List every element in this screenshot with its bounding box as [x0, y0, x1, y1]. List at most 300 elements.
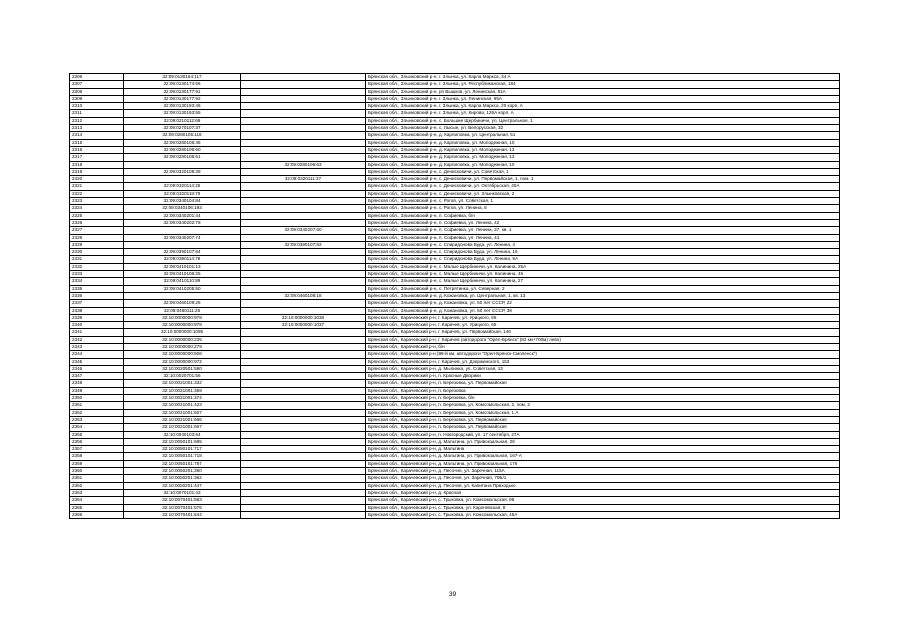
table-row — [70, 205, 840, 212]
address-cell: Брянская обл., Злынковский р-н, п. Софиевка, б/н — [366, 212, 840, 219]
address-cell: Брянская обл., Злынковский р-н, д. Кожановка, ул. Центральная, 1, кв. 13 — [366, 292, 840, 299]
row-number-cell: 2361 — [70, 475, 124, 482]
address-cell: Брянская обл., Карачевский р-н, г. Карачев, ул. Урицкого, 65 — [366, 322, 840, 329]
address-cell: Брянская обл., Карачевский р-н, д. Мальтина — [366, 446, 840, 453]
table-row — [70, 482, 840, 489]
cadastral-number-cell: 32:10:0020501:580 — [124, 365, 241, 372]
table-row — [70, 416, 840, 423]
row-number-cell: 2357 — [70, 446, 124, 453]
address-cell: Брянская обл., Карачевский р-н, п. Березовка, ул. Первомайская — [366, 416, 840, 423]
cadastral-number-cell: 32:10:0000000:978 — [124, 314, 241, 321]
row-number-cell: 2351 — [70, 402, 124, 409]
table-row — [70, 263, 840, 270]
address-cell: Брянская обл., Злынковский р-н, с. Большие Щербиничи, ул. Центральная, 1 — [366, 117, 840, 124]
address-cell: Брянская обл., Карачевский р-н, п. Березовка, ул. Первомайская — [366, 424, 840, 431]
row-number-cell: 2328 — [70, 234, 124, 241]
table-row — [70, 161, 840, 168]
building-number-cell — [241, 336, 366, 343]
address-cell: Брянская обл., Злынковский р-н, г. Злынка, ул. Ленинская, 95А — [366, 95, 840, 102]
building-number-cell: 32:09:0390107:82 — [241, 241, 366, 248]
cadastral-number-cell: 32:09:0130177:91 — [124, 88, 241, 95]
building-number-cell — [241, 278, 366, 285]
row-number-cell: 2331 — [70, 256, 124, 263]
table-row — [70, 475, 840, 482]
building-number-cell — [241, 475, 366, 482]
row-number-cell: 2329 — [70, 241, 124, 248]
address-cell: Брянская обл., Злынковский р-н, с. Денисковичи, ул. Советская, 1 — [366, 168, 840, 175]
row-number-cell: 2317 — [70, 154, 124, 161]
building-number-cell — [241, 424, 366, 431]
address-cell: Брянская обл., Злынковский р-н, с. Лысые, ул. Белорусская, 32 — [366, 125, 840, 132]
row-number-cell: 2320 — [70, 176, 124, 183]
address-cell: Брянская обл., Злынковский р-н, п. Софиевка, ул. Ленина, 37, кв. 1 — [366, 227, 840, 234]
building-number-cell — [241, 329, 366, 336]
row-number-cell: 2311 — [70, 110, 124, 117]
row-number-cell: 2355 — [70, 431, 124, 438]
cadastral-number-cell: 32:09:0410106:25 — [124, 271, 241, 278]
table-row — [70, 300, 840, 307]
row-number-cell: 2364 — [70, 497, 124, 504]
address-cell: Брянская обл., Карачевский р-н, г. Карачев, ул. Дзержинского, 153 — [366, 358, 840, 365]
address-cell: Брянская обл., Карачевский р-н, д. Мальтина, ул. Привокзальная, 176 — [366, 460, 840, 467]
row-number-cell: 2330 — [70, 249, 124, 256]
table-row — [70, 249, 840, 256]
row-number-cell: 2341 — [70, 329, 124, 336]
building-number-cell — [241, 125, 366, 132]
cadastral-number-cell: 32:09:0340201:44 — [124, 212, 241, 219]
address-cell: Брянская обл., Злынковский р-н, с. Рогов, ул. Советская, 1 — [366, 198, 840, 205]
building-number-cell — [241, 511, 366, 518]
building-number-cell — [241, 300, 366, 307]
cadastral-number-cell: 32:09:0390114:78 — [124, 256, 241, 263]
cadastral-number-cell: 32:10:0050201:447 — [124, 482, 241, 489]
building-number-cell — [241, 307, 366, 314]
row-number-cell: 2336 — [70, 292, 124, 299]
row-number-cell: 2349 — [70, 387, 124, 394]
table-row — [70, 183, 840, 190]
building-number-cell — [241, 489, 366, 496]
address-cell: Брянская обл., Злынковский р-н, с. Денисковичи, ул. Октябрьская, 40А — [366, 183, 840, 190]
table-row — [70, 497, 840, 504]
cadastral-number-cell: 32:09:0210112:69 — [124, 117, 241, 124]
building-number-cell — [241, 373, 366, 380]
cadastral-number-cell: 32:09:0280106:60 — [124, 146, 241, 153]
table-row — [70, 154, 840, 161]
building-number-cell — [241, 504, 366, 511]
row-number-cell: 2315 — [70, 139, 124, 146]
row-number-cell: 2309 — [70, 95, 124, 102]
row-number-cell: 2338 — [70, 307, 124, 314]
cadastral-number-cell: 32:10:0070401:644 — [124, 511, 241, 518]
building-number-cell — [241, 146, 366, 153]
building-number-cell: 32:10:0000000:1037 — [241, 322, 366, 329]
address-cell: Брянская обл., Карачевский р-н, п. Березовка, ул. Первомайская — [366, 380, 840, 387]
table-row — [70, 373, 840, 380]
address-cell: Брянская обл., Карачевский р-н, д. Песочня, ул. Капитана Приходько — [366, 482, 840, 489]
cadastral-number-cell: 32:10:0000000:235 — [124, 336, 241, 343]
building-number-cell — [241, 198, 366, 205]
cadastral-number-cell: 32:10:0070401:563 — [124, 497, 241, 504]
cadastral-number-cell: 32:09:0340202:78 — [124, 219, 241, 226]
table-row — [70, 365, 840, 372]
table-row — [70, 212, 840, 219]
building-number-cell — [241, 271, 366, 278]
cadastral-number-cell: 32:10:0021001:607 — [124, 409, 241, 416]
address-cell: Брянская обл., Карачевский р-н, п. Березовка — [366, 387, 840, 394]
building-number-cell — [241, 358, 366, 365]
row-number-cell: 2306 — [70, 74, 124, 81]
row-number-cell: 2365 — [70, 504, 124, 511]
building-number-cell — [241, 212, 366, 219]
row-number-cell: 2352 — [70, 409, 124, 416]
address-cell: Брянская обл., Карачевский р-н, п. Березовка, б/н — [366, 395, 840, 402]
building-number-cell — [241, 183, 366, 190]
table-row — [70, 227, 840, 234]
table-row — [70, 198, 840, 205]
address-cell: Брянская обл., Злынковский р-н, г. Злынка, ул. Карла Маркса, 34 А — [366, 74, 840, 81]
cadastral-number-cell: 32:10:0000000:1095 — [124, 329, 241, 336]
row-number-cell: 2346 — [70, 365, 124, 372]
row-number-cell: 2344 — [70, 351, 124, 358]
building-number-cell — [241, 110, 366, 117]
row-number-cell: 2359 — [70, 460, 124, 467]
address-cell: Брянская обл., Злынковский р-н, д. Карпиловка, ул. Молодежная, 13 — [366, 154, 840, 161]
row-number-cell: 2334 — [70, 278, 124, 285]
table-row — [70, 438, 840, 445]
building-number-cell — [241, 263, 366, 270]
table-row — [70, 358, 840, 365]
cadastral-number-cell: 32:09:0320114:25 — [124, 183, 241, 190]
cadastral-number-cell: 32:09:0270107:37 — [124, 125, 241, 132]
building-number-cell — [241, 402, 366, 409]
row-number-cell: 2318 — [70, 161, 124, 168]
row-number-cell: 2345 — [70, 358, 124, 365]
cadastral-number-cell: 32:10:0050101:685 — [124, 438, 241, 445]
row-number-cell: 2358 — [70, 453, 124, 460]
cadastral-number-cell: 32:09:0280106:61 — [124, 154, 241, 161]
cadastral-number-cell: 32:09:0410205:50 — [124, 285, 241, 292]
table-row — [70, 132, 840, 139]
address-cell: Брянская обл., Карачевский р-н, д. Красная — [366, 489, 840, 496]
address-cell: Брянская обл., Злынковский р-н, с. Спиридонова Буда, ул. Ленина, 4 — [366, 241, 840, 248]
table-row — [70, 343, 840, 350]
table-row — [70, 409, 840, 416]
address-cell: Брянская обл., Злынковский р-н, п. Софиевка, ул. Ленина, 42 — [366, 219, 840, 226]
address-cell: Брянская обл., Карачевский р-н, д. Песочня, ул. Заречная, 70Б/1 — [366, 475, 840, 482]
cadastral-number-cell: 32:10:0000000:978 — [124, 322, 241, 329]
row-number-cell: 2337 — [70, 300, 124, 307]
building-number-cell — [241, 256, 366, 263]
table-row — [70, 285, 840, 292]
building-number-cell — [241, 234, 366, 241]
address-cell: Брянская обл., Карачевский р-н, г. Карачев (автодорога "Орёл-Брянск" (82 км+700м) лево) — [366, 336, 840, 343]
table-row — [70, 511, 840, 518]
row-number-cell: 2363 — [70, 489, 124, 496]
table-body — [70, 74, 840, 519]
row-number-cell: 2348 — [70, 380, 124, 387]
address-cell: Брянская обл., Карачевский р-н, с. Трыковка, ул. Комсомольская, 98 — [366, 497, 840, 504]
building-number-cell: 32:09:0340207:60 — [241, 227, 366, 234]
row-number-cell: 2325 — [70, 212, 124, 219]
address-cell: Брянская обл., Злынковский р-н, с. Денисковичи, ул. Злынковская, 2 — [366, 190, 840, 197]
row-number-cell: 2312 — [70, 117, 124, 124]
address-cell: Брянская обл., Карачевский р-н, г. Карачев, ул. Урицкого, 65 — [366, 314, 840, 321]
address-cell: Брянская обл., Злынковский р-н, г. Злынка, ул. Кирова, 126А корп. А — [366, 110, 840, 117]
address-cell: Брянская обл., Карачевский р-н, д. Мальтина, ул. Привокзальная, 167-А — [366, 453, 840, 460]
cadastral-number-cell: 32:09:0130174:66 — [124, 81, 241, 88]
address-cell: Брянская обл., Злынковский р-н, с. Спиридонова Буда, ул. Ленина, 9А — [366, 256, 840, 263]
cadastral-number-cell: 32:09:0460109:26 — [124, 300, 241, 307]
table-row — [70, 468, 840, 475]
cadastral-number-cell: 32:09:0130177:92 — [124, 95, 241, 102]
table-row — [70, 103, 840, 110]
table-row — [70, 146, 840, 153]
table-row — [70, 322, 840, 329]
table-row — [70, 271, 840, 278]
cadastral-number-cell — [124, 176, 241, 183]
row-number-cell: 2314 — [70, 132, 124, 139]
row-number-cell: 2347 — [70, 373, 124, 380]
cadastral-number-cell: 32:10:0070101:43 — [124, 489, 241, 496]
cadastral-number-cell: 32:09:0130193:55 — [124, 110, 241, 117]
table-row — [70, 139, 840, 146]
table-row — [70, 81, 840, 88]
address-cell: Брянская обл., Злынковский р-н, с. Малые Щербиничи, ул. Калинина, 46 — [366, 271, 840, 278]
building-number-cell — [241, 95, 366, 102]
row-number-cell: 2323 — [70, 198, 124, 205]
building-number-cell — [241, 446, 366, 453]
cadastral-number-cell: 32:09:0340104:84 — [124, 198, 241, 205]
address-cell: Брянская обл., Злынковский р-н, с. Петрятинка, ул. Северная, 2 — [366, 285, 840, 292]
cadastral-number-cell: 32:10:0050201:360 — [124, 468, 241, 475]
building-number-cell — [241, 117, 366, 124]
building-number-cell — [241, 219, 366, 226]
cadastral-number-cell: 32:10:0040103:64 — [124, 431, 241, 438]
address-cell: Брянская обл., Злынковский р-н, с. Денисковичи, ул. Первомайская, 1, пом. 1 — [366, 176, 840, 183]
table-row — [70, 190, 840, 197]
cadastral-number-cell: 32:09:0340207:74 — [124, 234, 241, 241]
row-number-cell: 2313 — [70, 125, 124, 132]
cadastral-number-cell: 32:10:0021001:369 — [124, 387, 241, 394]
row-number-cell: 2316 — [70, 146, 124, 153]
row-number-cell: 2354 — [70, 424, 124, 431]
table-row — [70, 234, 840, 241]
address-cell: Брянская обл., Злынковский р-н, г. Злынка, ул. Республиканская, 184 — [366, 81, 840, 88]
cadastral-number-cell: 32:09:0280106:45 — [124, 139, 241, 146]
table-row — [70, 387, 840, 394]
row-number-cell: 2332 — [70, 263, 124, 270]
address-cell: Брянская обл., Карачевский р-н, б/н — [366, 343, 840, 350]
cadastral-number-cell: 32:10:0020701:56 — [124, 373, 241, 380]
building-number-cell — [241, 190, 366, 197]
table-row — [70, 278, 840, 285]
address-cell: Брянская обл., Злынковский р-н, с. Рогов, ул. Ленина, 8 — [366, 205, 840, 212]
table-row — [70, 219, 840, 226]
table-row — [70, 424, 840, 431]
cadastral-number-cell: 32:10:0050101:717 — [124, 446, 241, 453]
address-cell: Брянская обл., Карачевский р-н, п. Новгородский, ул. 17 сентября, 27А — [366, 431, 840, 438]
address-cell: Брянская обл., Карачевский р-н, п. Березовка, ул. Комсомольская, 1 А — [366, 409, 840, 416]
table-row — [70, 110, 840, 117]
address-cell: Брянская обл., Карачевский р-н, г. Карачев, ул. Первомайская, 146 — [366, 329, 840, 336]
address-cell: Брянская обл., Карачевский р-н, п. Красные Дворики — [366, 373, 840, 380]
row-number-cell: 2362 — [70, 482, 124, 489]
row-number-cell: 2322 — [70, 190, 124, 197]
row-number-cell: 2324 — [70, 205, 124, 212]
page-number: 39 — [448, 591, 457, 598]
table-row — [70, 168, 840, 175]
building-number-cell — [241, 88, 366, 95]
cadastral-table — [69, 73, 840, 519]
cadastral-number-cell: 32:10:0000000:279 — [124, 343, 241, 350]
table-row — [70, 307, 840, 314]
row-number-cell: 2340 — [70, 322, 124, 329]
building-number-cell — [241, 205, 366, 212]
row-number-cell: 2360 — [70, 468, 124, 475]
address-cell: Брянская обл., Злынковский р-н, д. Кожановка, ул. 50 лет СССР, 22 — [366, 300, 840, 307]
cadastral-number-cell: 32:10:0000000:972 — [124, 358, 241, 365]
table-row — [70, 256, 840, 263]
cadastral-number-cell — [124, 227, 241, 234]
row-number-cell: 2356 — [70, 438, 124, 445]
row-number-cell: 2350 — [70, 395, 124, 402]
table-row — [70, 125, 840, 132]
address-cell: Брянская обл., Карачевский р-н, д. Мальтина, ул. Привокзальная, 26 — [366, 438, 840, 445]
address-cell: Брянская обл., Злынковский р-н, д. Карпиловка, ул. Молодежная, 10 — [366, 161, 840, 168]
building-number-cell — [241, 132, 366, 139]
building-number-cell — [241, 139, 366, 146]
building-number-cell — [241, 416, 366, 423]
table-row — [70, 292, 840, 299]
building-number-cell — [241, 249, 366, 256]
building-number-cell — [241, 431, 366, 438]
cadastral-number-cell: 32:10:0050201:362 — [124, 475, 241, 482]
cadastral-number-cell: 32:10:0021001:374 — [124, 395, 241, 402]
building-number-cell — [241, 482, 366, 489]
cadastral-number-cell: 32:10:0021001:332 — [124, 380, 241, 387]
table-row — [70, 504, 840, 511]
address-cell: Брянская обл., Карачевский р-н, д. Мылинка, ул. Советская, 13 — [366, 365, 840, 372]
building-number-cell — [241, 453, 366, 460]
row-number-cell: 2321 — [70, 183, 124, 190]
building-number-cell — [241, 168, 366, 175]
row-number-cell: 2343 — [70, 343, 124, 350]
address-cell: Брянская обл., Карачевский р-н (88-й км. автодороги "Орел-Брянск-Смоленск") — [366, 351, 840, 358]
address-cell: Брянская обл., Злынковский р-н, д. Кожановка, ул. 50 лет СССР, 39 — [366, 307, 840, 314]
cadastral-number-cell: 32:10:0021001:667 — [124, 424, 241, 431]
address-cell: Брянская обл., Злынковский р-н, д. Карпиловка, ул. Центральная, 51 — [366, 132, 840, 139]
address-cell: Брянская обл., Карачевский р-н, д. Песочня, ул. Заречная, 115А — [366, 468, 840, 475]
building-number-cell — [241, 460, 366, 467]
cadastral-number-cell: 32:09:0340106:193 — [124, 205, 241, 212]
building-number-cell — [241, 387, 366, 394]
address-cell: Брянская обл., Злынковский р-н, с. Малые Щербиничи, ул. Калинина, 25А — [366, 263, 840, 270]
building-number-cell — [241, 154, 366, 161]
table-row — [70, 241, 840, 248]
building-number-cell — [241, 103, 366, 110]
row-number-cell: 2339 — [70, 314, 124, 321]
building-number-cell — [241, 74, 366, 81]
table-row — [70, 431, 840, 438]
building-number-cell — [241, 365, 366, 372]
address-cell: Брянская обл., Злынковский р-н, рп Вышков, ул. Ленинская, 81А — [366, 88, 840, 95]
cadastral-number-cell: 32:09:0410101:13 — [124, 263, 241, 270]
address-cell: Брянская обл., Карачевский р-н, п. Березовка, ул. Комсомольская, 2, пом. 2 — [366, 402, 840, 409]
cadastral-number-cell: 32:10:0021001:423 — [124, 402, 241, 409]
cadastral-number-cell — [124, 161, 241, 168]
row-number-cell: 2335 — [70, 285, 124, 292]
table-row — [70, 489, 840, 496]
cadastral-number-cell: 32:09:0410110:89 — [124, 278, 241, 285]
row-number-cell: 2327 — [70, 227, 124, 234]
cadastral-number-cell: 32:10:0070401:576 — [124, 504, 241, 511]
address-cell: Брянская обл., Злынковский р-н, д. Карпиловка, ул. Молодежная, 10 — [366, 139, 840, 146]
row-number-cell: 2319 — [70, 168, 124, 175]
cadastral-number-cell: 32:10:0050101:718 — [124, 453, 241, 460]
table-row — [70, 446, 840, 453]
building-number-cell — [241, 438, 366, 445]
building-number-cell: 32:10:0000000:1036 — [241, 314, 366, 321]
cadastral-number-cell: 32:09:0280105:116 — [124, 132, 241, 139]
table-row — [70, 380, 840, 387]
table-row — [70, 460, 840, 467]
address-cell: Брянская обл., Злынковский р-н, с. Спиридонова Буда, ул. Ленина, 16 — [366, 249, 840, 256]
address-cell: Брянская обл., Злынковский р-н, д. Карпиловка, ул. Молодежная, 13 — [366, 146, 840, 153]
table-row — [70, 88, 840, 95]
table-row — [70, 453, 840, 460]
row-number-cell: 2326 — [70, 219, 124, 226]
table-row — [70, 329, 840, 336]
table-row — [70, 395, 840, 402]
building-number-cell — [241, 409, 366, 416]
cadastral-number-cell: 32:09:0130164:117 — [124, 74, 241, 81]
table-row — [70, 117, 840, 124]
row-number-cell: 2310 — [70, 103, 124, 110]
table-row — [70, 336, 840, 343]
cadastral-number-cell: 32:09:0130193:46 — [124, 103, 241, 110]
building-number-cell: 32:09:0320111:37 — [241, 176, 366, 183]
cadastral-number-cell: 32:09:0460111:26 — [124, 307, 241, 314]
building-number-cell: 32:09:0460108:18 — [241, 292, 366, 299]
building-number-cell — [241, 497, 366, 504]
address-cell: Брянская обл., Злынковский р-н, г. Злынка, ул. Карла Маркса, 20 корп. А — [366, 103, 840, 110]
table-row — [70, 314, 840, 321]
address-cell: Брянская обл., Злынковский р-н, п. Софиевка, ул. Ленина, 41 — [366, 234, 840, 241]
cadastral-number-cell: 32:09:0320118:79 — [124, 190, 241, 197]
building-number-cell — [241, 380, 366, 387]
row-number-cell: 2333 — [70, 271, 124, 278]
table-row — [70, 74, 840, 81]
building-number-cell — [241, 81, 366, 88]
cadastral-number-cell: 32:10:0050101:787 — [124, 460, 241, 467]
building-number-cell — [241, 395, 366, 402]
cadastral-number-cell: 32:10:0000000:506 — [124, 351, 241, 358]
row-number-cell: 2353 — [70, 416, 124, 423]
table-row — [70, 95, 840, 102]
table-row — [70, 351, 840, 358]
building-number-cell — [241, 351, 366, 358]
row-number-cell: 2366 — [70, 511, 124, 518]
address-cell: Брянская обл., Злынковский р-н, с. Малые Щербиничи, ул. Калинина, 27 — [366, 278, 840, 285]
row-number-cell: 2307 — [70, 81, 124, 88]
cadastral-number-cell: 32:09:0390107:84 — [124, 249, 241, 256]
building-number-cell — [241, 468, 366, 475]
cadastral-number-cell: 32:10:0021001:666 — [124, 416, 241, 423]
address-cell: Брянская обл., Карачевский р-н, с. Трыковка, ул. Карачевская, 8 — [366, 504, 840, 511]
row-number-cell: 2308 — [70, 88, 124, 95]
table-row — [70, 402, 840, 409]
address-cell: Брянская обл., Карачевский р-н, с. Трыковка, ул. Комсомольская, 45А — [366, 511, 840, 518]
